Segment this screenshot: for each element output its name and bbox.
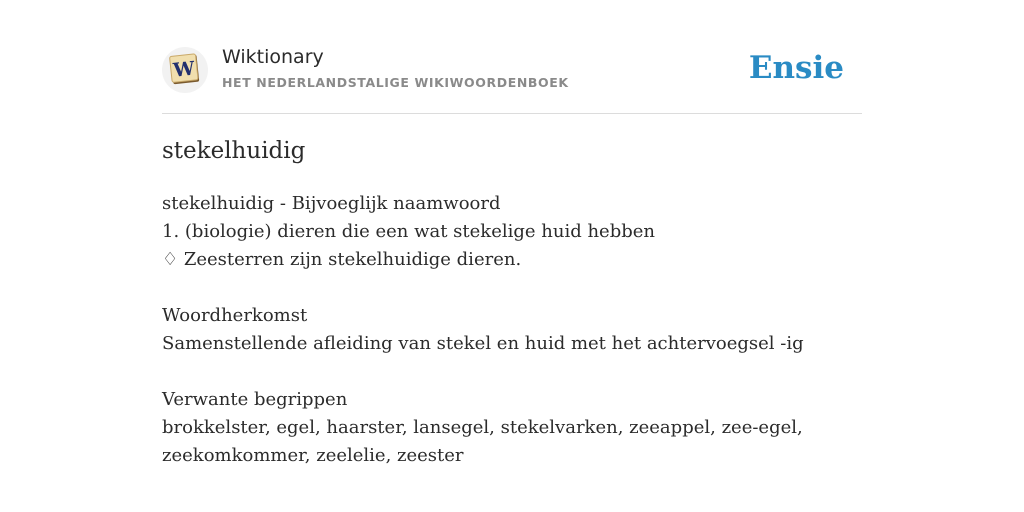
wiktionary-tile-icon [162,47,208,93]
page [162,0,862,512]
svg-text:W: W [172,57,196,82]
related-heading: Verwante begrippen [162,389,348,410]
entry-title: stekelhuidig [162,138,306,164]
related-terms-line: zeekomkommer, zeelelie, zeester [162,445,464,466]
site-header [162,0,862,114]
wiktionary-logo[interactable] [162,47,208,93]
etymology-heading: Woordherkomst [162,305,308,326]
example-line: ♢ Zeesterren zijn stekelhuidige dieren. [162,249,522,270]
definition-line: stekelhuidig - Bijvoeglijk naamwoord [162,193,501,214]
ensie-brand-logo[interactable]: Ensie [748,50,844,86]
meaning-line: 1. (biologie) dieren die een wat stekelige huid hebben [162,221,655,242]
site-subtitle: HET NEDERLANDSTALIGE WIKIWOORDENBOEK [222,75,569,90]
related-terms-line: brokkelster, egel, haarster, lansegel, stekelvarken, zeeappel, zee-egel, [162,417,803,438]
site-title[interactable]: Wiktionary [222,46,324,68]
etymology-text: Samenstellende afleiding van stekel en huid met het achtervoegsel -ig [162,333,804,354]
